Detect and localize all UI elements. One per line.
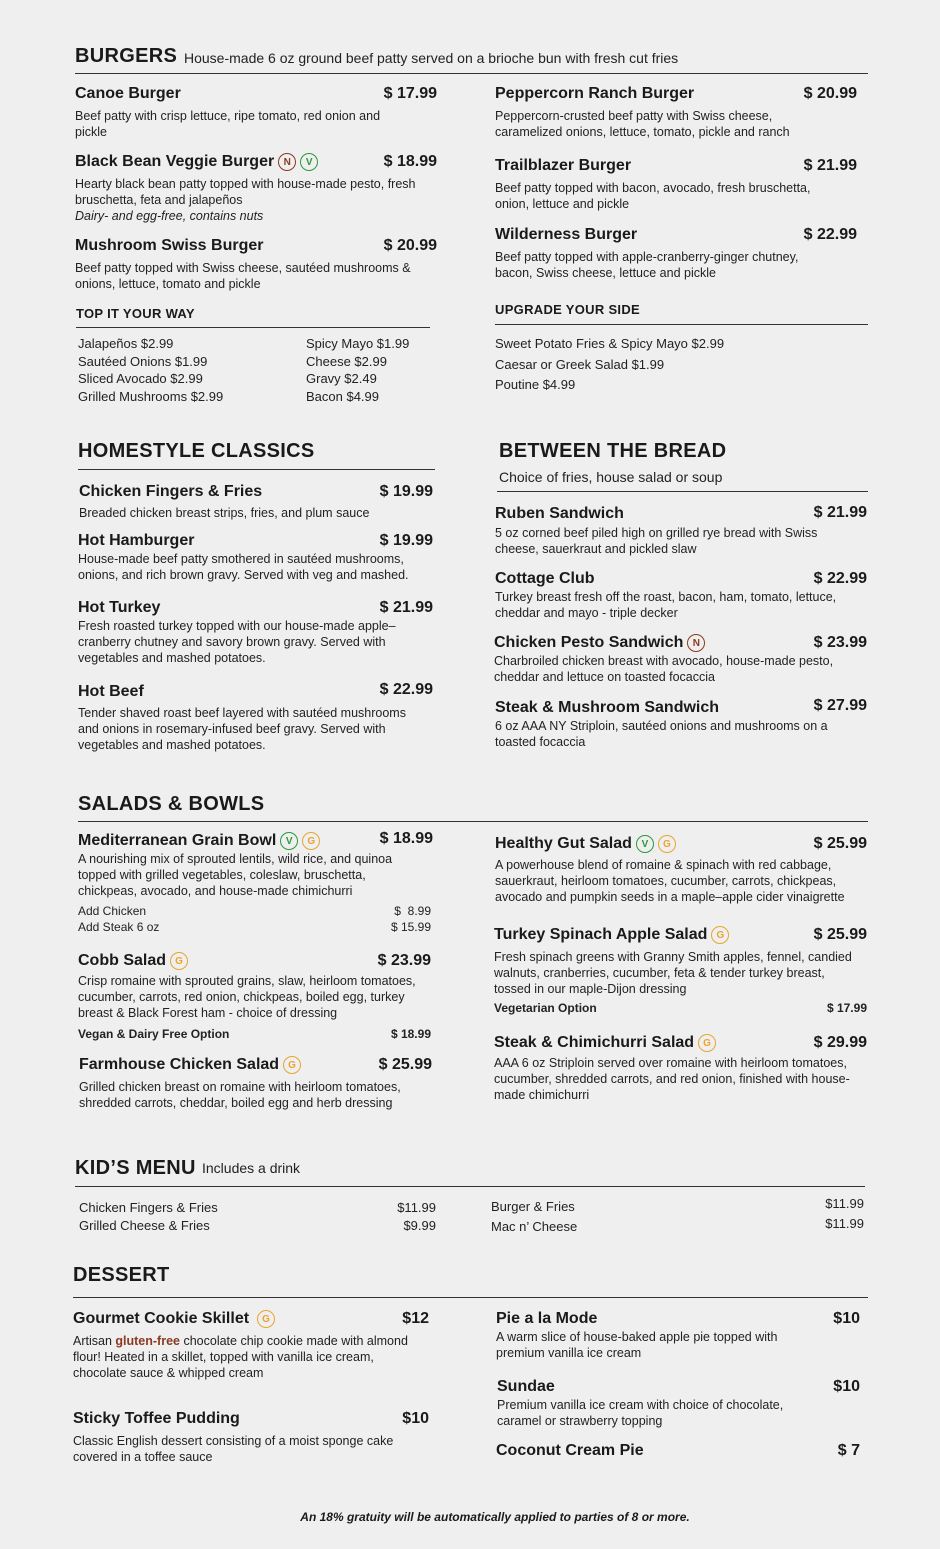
salads-title: SALADS & BOWLS — [78, 793, 265, 815]
item-desc: Hearty black bean patty topped with house-made pesto, fresh bruschetta, feta and jalapeños — [75, 177, 416, 207]
option-price: $ 17.99 — [826, 1001, 867, 1015]
topit-col2 — [306, 334, 409, 406]
menu-item — [78, 683, 433, 753]
item-name — [494, 1034, 867, 1052]
item-name: Steak & Mushroom Sandwich — [495, 699, 720, 716]
item-price: $ 19.99 — [379, 532, 433, 549]
addon-row — [78, 919, 433, 935]
item-desc — [73, 1333, 428, 1381]
item-name: Mushroom Swiss Burger — [75, 237, 264, 254]
kids-right — [491, 1197, 864, 1237]
upgrade-list — [495, 334, 724, 396]
item-desc: Beef patty with crisp lettuce, ripe tomato, red onion and pickle — [75, 109, 381, 139]
menu-item — [78, 599, 433, 666]
item-name: Pie a la Mode — [496, 1310, 598, 1327]
divider — [73, 1297, 868, 1298]
item-name-text: Healthy Gut Salad — [495, 835, 632, 852]
item-desc: 6 oz AAA NY Striploin, sautéed onions and mushrooms on a toasted focaccia — [495, 719, 828, 749]
divider — [495, 324, 868, 325]
item-note: Dairy- and egg-free, contains nuts — [75, 209, 264, 223]
list-item — [491, 1217, 864, 1237]
item-desc: Breaded chicken breast strips, fries, and plum sauce — [79, 506, 370, 520]
item-name: Sundae — [497, 1378, 555, 1395]
item-name — [495, 835, 867, 853]
item-price: $ 17.99 — [383, 85, 437, 102]
list-item: Jalapeños $2.99 — [78, 336, 174, 351]
list-item: Sautéed Onions $1.99 — [78, 354, 208, 369]
option-price: $ 18.99 — [390, 1027, 431, 1041]
item-price: $ 20.99 — [383, 237, 437, 254]
item-price: $ 20.99 — [803, 85, 857, 102]
item-desc: House-made beef patty smothered in sautéed mushrooms, onions, and rich brown gravy. Served with veg and mashed. — [78, 552, 409, 582]
item-price: $10 — [833, 1310, 860, 1327]
list-item — [79, 1199, 436, 1217]
item-price: $ 23.99 — [813, 634, 867, 651]
menu-item — [75, 85, 437, 140]
item-price: $ 22.99 — [379, 681, 433, 698]
item-price: $ 21.99 — [379, 599, 433, 616]
list-item: Poutine $4.99 — [495, 377, 576, 392]
list-item — [79, 1217, 436, 1235]
menu-item — [75, 153, 437, 224]
item-name: Ruben Sandwich — [495, 505, 624, 522]
item-desc: Classic English dessert consisting of a moist sponge cake covered in a toffee sauce — [73, 1434, 394, 1464]
item-price: $ 18.99 — [379, 830, 433, 847]
menu-item — [73, 1310, 429, 1381]
list-item: Caesar or Greek Salad $1.99 — [495, 356, 665, 372]
item-price: $10 — [402, 1410, 429, 1427]
divider — [75, 73, 868, 74]
kids-left — [79, 1199, 436, 1235]
item-name: Trailblazer Burger — [495, 157, 632, 174]
item-price: $12 — [402, 1310, 429, 1327]
addon-label: Add Steak 6 oz — [78, 920, 160, 934]
menu-item — [495, 570, 867, 621]
menu-item — [495, 226, 857, 281]
vegan-icon: V — [636, 835, 654, 853]
item-name: Sticky Toffee Pudding — [73, 1410, 240, 1427]
item-name: Cottage Club — [495, 570, 595, 587]
item-name: Hot Turkey — [78, 599, 161, 616]
menu-item — [495, 699, 867, 750]
menu-item — [494, 1034, 867, 1103]
gluten-free-icon: G — [698, 1034, 716, 1052]
item-desc: Peppercorn-crusted beef patty with Swiss cheese, caramelized onions, lettuce, tomato, pickle and ranch — [495, 109, 790, 139]
menu-item — [496, 1442, 860, 1460]
divider — [75, 1186, 865, 1187]
gluten-free-icon: G — [283, 1056, 301, 1074]
item-name — [494, 926, 867, 944]
item-price: $ 27.99 — [813, 697, 867, 714]
item-name: Wilderness Burger — [495, 226, 638, 243]
menu-item — [78, 832, 433, 935]
item-price: $ 22.99 — [803, 226, 857, 243]
item-price: $ 22.99 — [813, 570, 867, 587]
menu-item — [79, 483, 433, 521]
kid-item-price: $11.99 — [825, 1216, 864, 1231]
item-name: Canoe Burger — [75, 85, 181, 102]
item-name-text: Gourmet Cookie Skillet — [73, 1310, 250, 1327]
item-price: $ 25.99 — [813, 926, 867, 943]
topit-col1 — [78, 334, 223, 406]
list-item: Cheese $2.99 — [306, 354, 387, 369]
nut-icon: N — [278, 153, 296, 171]
item-desc: AAA 6 oz Striploin served over romaine with heirloom tomatoes, cucumber, shredded carrots, and red onion, finished with house-made chimichurri — [494, 1056, 850, 1102]
desc-text: Artisan — [73, 1334, 116, 1348]
menu-item — [495, 835, 867, 905]
gluten-free-icon: G — [658, 835, 676, 853]
addon-price: $ 8.99 — [394, 904, 431, 918]
addon-label: Add Chicken — [78, 904, 147, 918]
item-name-text: Black Bean Veggie Burger — [75, 153, 275, 170]
item-name: Chicken Fingers & Fries — [79, 483, 263, 500]
item-name — [494, 634, 867, 652]
item-price: $ 25.99 — [813, 835, 867, 852]
item-desc: Premium vanilla ice cream with choice of chocolate, caramel or strawberry topping — [497, 1398, 784, 1428]
dessert-title: DESSERT — [73, 1264, 170, 1286]
list-item: Bacon $4.99 — [306, 389, 380, 404]
gratuity-footnote: An 18% gratuity will be automatically applied to parties of 8 or more. — [300, 1510, 690, 1524]
menu-item — [495, 505, 867, 557]
gluten-free-icon: G — [170, 952, 188, 970]
item-price: $ 21.99 — [813, 504, 867, 521]
kids-title: KID’S MENU — [75, 1157, 196, 1179]
divider — [78, 469, 435, 470]
item-name-text: Chicken Pesto Sandwich — [494, 634, 684, 651]
list-item: Spicy Mayo $1.99 — [306, 336, 410, 351]
item-name-text: Mediterranean Grain Bowl — [78, 832, 277, 849]
vegan-icon: V — [280, 832, 298, 850]
item-price: $ 25.99 — [378, 1056, 432, 1073]
item-name-text: Turkey Spinach Apple Salad — [494, 926, 708, 943]
item-name: Peppercorn Ranch Burger — [495, 85, 695, 102]
item-desc: Grilled chicken breast on romaine with heirloom tomatoes, shredded carrots, cheddar, boiled egg and herb dressing — [79, 1080, 401, 1110]
item-desc: 5 oz corned beef piled high on grilled rye bread with Swiss cheese, sauerkraut and pickled slaw — [495, 526, 818, 556]
list-item: Sliced Avocado $2.99 — [78, 371, 203, 386]
gluten-free-icon: G — [257, 1310, 275, 1328]
list-item: Gravy $2.49 — [306, 371, 377, 386]
gluten-free-icon: G — [711, 926, 729, 944]
vegan-icon: V — [300, 153, 318, 171]
bread-title: BETWEEN THE BREAD — [499, 440, 727, 462]
nut-icon: N — [687, 634, 705, 652]
kid-item-price: $11.99 — [397, 1200, 436, 1215]
item-price: $10 — [833, 1378, 860, 1395]
bread-subtitle: Choice of fries, house salad or soup — [499, 469, 723, 485]
menu-item — [495, 85, 857, 140]
item-desc: Fresh roasted turkey topped with our house-made apple–cranberry chutney and savory brown gravy. Served with vegetables and mashed potatoes. — [78, 619, 396, 665]
menu-item — [495, 157, 857, 212]
item-desc: A warm slice of house-baked apple pie topped with premium vanilla ice cream — [496, 1330, 778, 1360]
item-price: $ 21.99 — [803, 157, 857, 174]
item-desc: Beef patty topped with Swiss cheese, sautéed mushrooms & onions, lettuce, tomato and pickle — [75, 261, 411, 291]
kid-item-name: Mac n’ Cheese — [491, 1219, 578, 1234]
topit-title: TOP IT YOUR WAY — [76, 306, 195, 321]
item-price: $ 18.99 — [383, 153, 437, 170]
menu-item — [78, 952, 433, 1042]
item-name: Hot Beef — [78, 683, 144, 700]
divider — [78, 821, 868, 822]
item-desc: A powerhouse blend of romaine & spinach with red cabbage, sauerkraut, heirloom tomatoes, cucumber, carrots, chickpeas, avocado and pumpkin seeds in a maple–apple cider vinaigrette — [495, 858, 845, 904]
item-desc: Crisp romaine with sprouted grains, slaw, heirloom tomatoes, cucumber, carrots, red onion, chickpeas, boiled egg, turkey breast & Black Forest ham - choice of dressing — [78, 974, 416, 1020]
desc-text: chocolate chip cookie made with almond flour! Heated in a skillet, topped with vanilla ice cream, chocolate sauce & whipped cream — [73, 1334, 408, 1380]
option-label: Vegan & Dairy Free Option — [78, 1027, 230, 1041]
homestyle-title: HOMESTYLE CLASSICS — [78, 440, 315, 462]
kids-subtitle: Includes a drink — [202, 1160, 301, 1176]
menu-item — [496, 1310, 860, 1361]
item-desc: Beef patty topped with apple-cranberry-ginger chutney, bacon, Swiss cheese, lettuce and pickle — [495, 250, 799, 280]
menu-item — [497, 1378, 860, 1429]
item-desc: Turkey breast fresh off the roast, bacon, ham, tomato, lettuce, cheddar and mayo - triple decker — [495, 590, 837, 620]
item-desc: A nourishing mix of sprouted lentils, wild rice, and quinoa topped with grilled vegetables, coleslaw, bruschetta, chickpeas, avocado, and house-made chimichurri — [78, 852, 393, 898]
option-label: Vegetarian Option — [494, 1001, 597, 1015]
item-name: Coconut Cream Pie — [496, 1442, 644, 1459]
menu-item — [494, 926, 867, 1016]
burgers-subtitle: House-made 6 oz ground beef patty served on a brioche bun with fresh cut fries — [184, 50, 679, 66]
item-price: $ 7 — [837, 1442, 860, 1459]
addon-price: $ 15.99 — [390, 920, 431, 934]
gluten-free-text: gluten-free — [115, 1334, 180, 1348]
menu-item — [75, 237, 437, 292]
option-row — [494, 1000, 867, 1016]
menu-item — [79, 1056, 433, 1111]
option-row — [78, 1026, 433, 1042]
burgers-title: BURGERS — [75, 45, 178, 67]
item-price: $ 29.99 — [813, 1034, 867, 1051]
divider — [76, 327, 430, 328]
menu-item — [78, 532, 433, 583]
item-desc: Beef patty topped with bacon, avocado, fresh bruschetta, onion, lettuce and pickle — [495, 181, 811, 211]
addon-row — [78, 903, 433, 919]
menu-item — [494, 634, 867, 685]
kid-item-name: Chicken Fingers & Fries — [79, 1200, 218, 1215]
item-desc: Fresh spinach greens with Granny Smith apples, fennel, candied walnuts, cranberries, cucumber, feta & tender turkey breast, tossed in our maple-Dijon dressing — [494, 950, 852, 996]
gluten-free-icon: G — [302, 832, 320, 850]
list-item — [491, 1197, 864, 1217]
upgrade-title: UPGRADE YOUR SIDE — [495, 302, 640, 317]
item-price: $ 23.99 — [377, 952, 431, 969]
item-name-text: Steak & Chimichurri Salad — [494, 1034, 695, 1051]
item-name — [73, 1310, 429, 1328]
item-name-text: Farmhouse Chicken Salad — [79, 1056, 280, 1073]
kid-item-price: $11.99 — [825, 1196, 864, 1211]
divider — [497, 491, 868, 492]
item-desc: Tender shaved roast beef layered with sautéed mushrooms and onions in rosemary-infused beef gravy. Served with vegetables and mashed potatoes. — [78, 706, 406, 752]
kid-item-price: $9.99 — [403, 1218, 436, 1233]
item-name-text: Cobb Salad — [78, 952, 167, 969]
list-item: Grilled Mushrooms $2.99 — [78, 389, 224, 404]
kid-item-name: Burger & Fries — [491, 1199, 575, 1214]
item-desc: Charbroiled chicken breast with avocado, house-made pesto, cheddar and lettuce on toasted focaccia — [494, 654, 834, 684]
menu-item — [73, 1410, 429, 1465]
list-item: Sweet Potato Fries & Spicy Mayo $2.99 — [495, 336, 725, 351]
kid-item-name: Grilled Cheese & Fries — [79, 1218, 210, 1233]
item-price: $ 19.99 — [379, 483, 433, 500]
item-name: Hot Hamburger — [78, 532, 195, 549]
